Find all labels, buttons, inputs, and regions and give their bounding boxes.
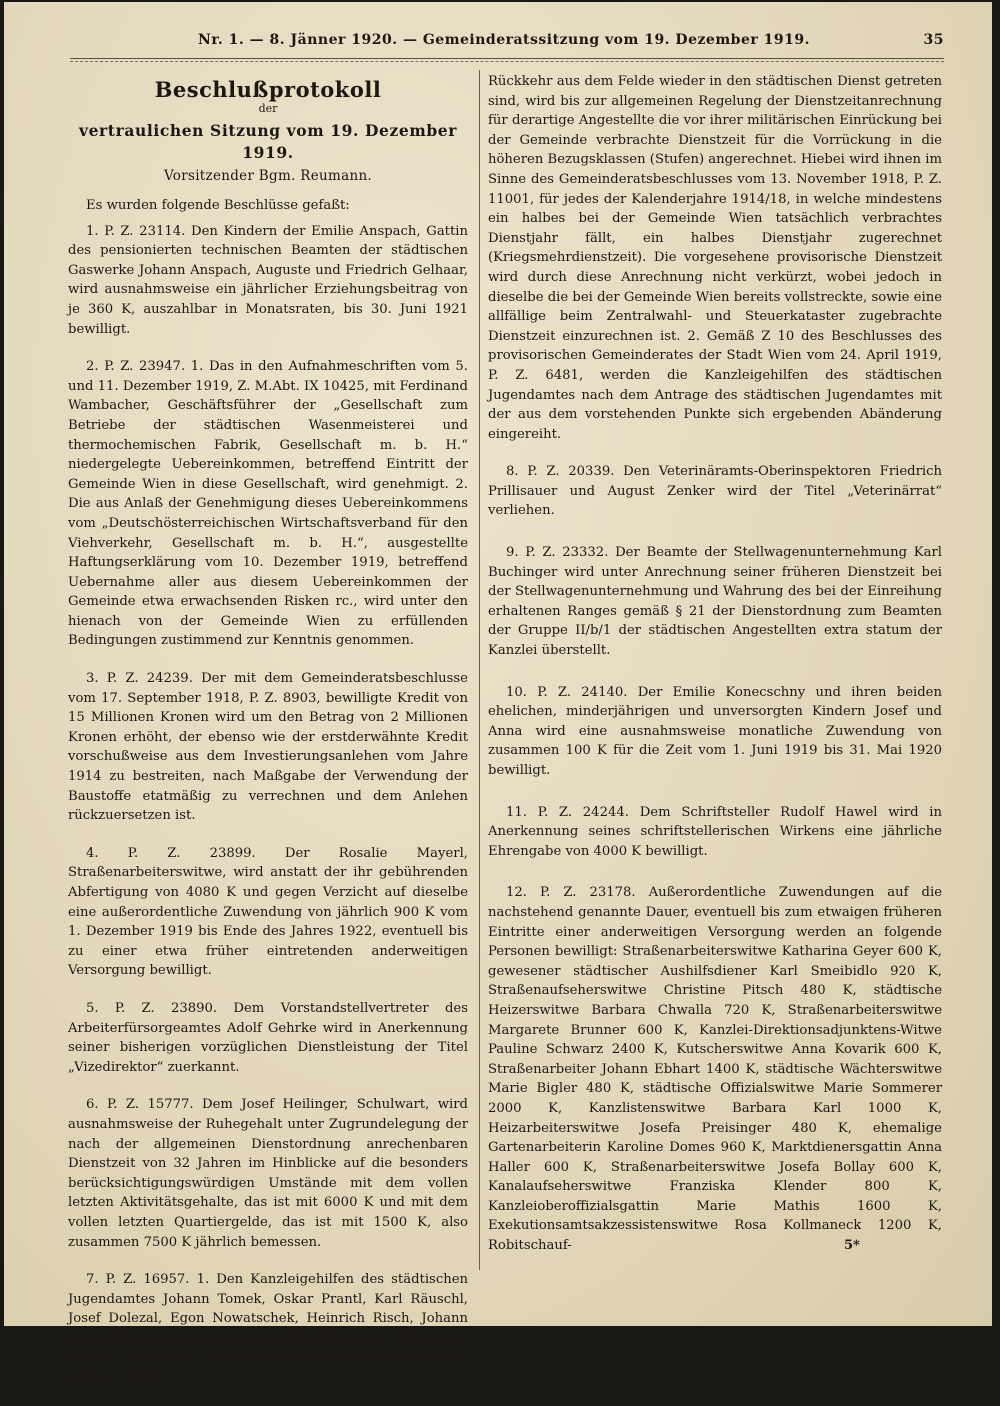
resolution-7-continued: Rückkehr aus dem Felde wieder in den städtischen Dienst getreten sind, wird bis zur allgemeinen Regelung der Dienstzeitanrechnung für derartige Angestellte die vor ihrer militärischen Einrückung bei der Gemeinde verbrachte Dienstzeit für die Vorrückung in die höheren Bezugsklassen (Stufen) angerechnet. Hiebei wird ihnen im Sinne des Gemeinderatsbeschlusses vom 13. November 1918, P. Z. 11001, für jedes der Kalenderjahre 1914/18, in welche mindestens ein halbes bei der Gemeinde Wien tatsächlich verbrachtes Dienstjahr fällt, ein halbes Dienstjahr zugerechnet (Kriegsmehrdienstzeit). Die vorgesehene provisorische Dienstzeit wird durch diese Anrechnung nicht verkürzt, wobei jedoch in dieselbe die bei der Gemeinde Wien bereits vollstreckte, sowie eine allfällige beim Zentralwahl- und Steuerkataster zugebrachte Dienstzeit einzurechnen ist. 2. Gemäß Z 10 des Beschlusses des provisorischen Gemeinderates der Stadt Wien vom 24. April 1919, P. Z. 6481, werden die Kanzleigehilfen des städtischen Jugendamtes nach dem Antrage des städtischen Jugendamtes mit der aus dem vorstehenden Punkte sich ergebenden Abänderung eingereiht. (488, 74, 942, 442)
document-title: Beschlußprotokoll (154, 77, 382, 102)
page-number: 35 (923, 32, 944, 48)
resolution-6: 6. P. Z. 15777. Dem Josef Heilinger, Schulwart, wird ausnahmsweise der Ruhegehalt unter Zugrundelegung der nach der allgemeinen Dienstordnung anrechenbaren Dienstzeit von 32 Jahren im Hinblicke auf die besonders berücksichtigungswürdigen Umstände mit dem vollen letzten Aktivitätsgehalte, das ist mit 6000 K und mit dem vollen letzten Quartiergelde, das ist mit 1500 K, also zusammen 7500 K jährlich bemessen. (68, 1097, 468, 1250)
signature-mark: 5* (844, 1238, 860, 1253)
resolution-7: 7. P. Z. 16957. 1. Den Kanzleigehilfen des städtischen Jugendamtes Johann Tomek, Oskar Prantl, Karl Räuschl, Josef Dolezal, Egon Nowatschek, Heinrich Risch, Johann Jezek, Florian Schmutz und Anton Knirzinger, die wegen ihrer militärischen Einberufung entlassen werden mußten und nach ihrer (68, 1272, 468, 1386)
session-title: vertraulichen Sitzung vom 19. Dezember 1919. (78, 121, 458, 162)
header-rule (70, 58, 944, 62)
resolution-1: 1. P. Z. 23114. Den Kindern der Emilie Anspach, Gattin des pensionierten technischen Beamten der städtischen Gaswerke Johann Anspach, Auguste und Friedrich Gelhaar, wird ausnahmsweise ein jährlicher Erziehungsbeitrag von je 360 K, auszahlbar in Monatsraten, bis 30. Juni 1921 bewilligt. (68, 223, 468, 337)
resolution-5: 5. P. Z. 23890. Dem Vorstandstellvertreter des Arbeiterfürsorgeamtes Adolf Gehrke wird in Anerkennung seiner bisherigen vorzüglichen Dienstleistung der Titel „Vizedirektor“ zuerkannt. (68, 1000, 468, 1075)
title-block (68, 78, 468, 186)
newspaper-page (4, 2, 992, 1386)
column-rule (479, 70, 480, 1270)
header-line: Nr. 1. — 8. Jänner 1920. — Gemeinderatssitzung vom 19. Dezember 1919. (198, 32, 810, 48)
intro-text: Es wurden folgende Beschlüsse gefaßt: (86, 198, 350, 213)
chairman-line: Vorsitzender Bgm. Reumann. (163, 168, 373, 184)
left-column (68, 72, 468, 1406)
document-title-sub: der (258, 102, 278, 115)
running-header (64, 32, 944, 56)
resolution-8: 8. P. Z. 20339. Den Veterinäramts-Oberinspektoren Friedrich Prillisauer und August Zenker wird der Titel „Veterinärrat“ verliehen. (488, 464, 942, 519)
resolution-10: 10. P. Z. 24140. Der Emilie Konecschny und ihren beiden ehelichen, minderjährigen und unversorgten Kindern Josef und Anna wird eine ausnahmsweise monatliche Zuwendung von zusammen 100 K für die Zeit vom 1. Juni 1919 bis 31. Mai 1920 bewilligt. (488, 684, 942, 778)
right-column (488, 72, 942, 1278)
resolution-9: 9. P. Z. 23332. Der Beamte der Stellwagenunternehmung Karl Buchinger wird unter Anrechnung seiner früheren Dienstzeit bei der Stellwagenunternehmung und Wahrung des bei der Einreihung erhaltenen Ranges gemäß § 21 der Dienstordnung zum Beamten der Gruppe II/b/1 der städtischen Angestellten extra statum der Kanzlei überstellt. (488, 545, 942, 659)
resolution-2: 2. P. Z. 23947. 1. Das in den Aufnahmeschriften vom 5. und 11. Dezember 1919, Z. M.Abt. IX 10425, mit Ferdinand Wambacher, Geschäftsführer der „Gesellschaft zum Betriebe der städtischen Wasenmeisterei und thermochemischen Fabrik, Gesellschaft m. b. H.“ niedergelegte Uebereinkommen, betreffend Eintritt der Gemeinde Wien in diese Gesellschaft, wird genehmigt. 2. Die aus Anlaß der Genehmigung dieses Uebereinkommens vom „Deutschösterreichischen Wirtschaftsverband für den Viehverkehr, Gesellschaft m. b. H.“, ausgestellte Haftungserklärung vom 10. Dezember 1919, betreffend Uebernahme aller aus diesem Uebereinkommen der Gemeinde etwa erwachsenden Risken rc., wird unter den hienach von der Gemeinde Wien zu erfüllenden Bedingungen zustimmend zur Kenntnis genommen. (68, 359, 468, 649)
resolution-4: 4. P. Z. 23899. Der Rosalie Mayerl, Straßenarbeiterswitwe, wird anstatt der ihr gebührenden Abfertigung von 4080 K und gegen Verzicht auf dieselbe eine außerordentliche Zuwendung von jährlich 900 K vom 1. Dezember 1919 bis Ende des Jahres 1922, eventuell bis zu einer etwa früher eintretenden anderweitigen Versorgung bewilligt. (68, 845, 468, 979)
resolution-12: 12. P. Z. 23178. Außerordentliche Zuwendungen auf die nachstehend genannte Dauer, eventuell bis zum etwaigen früheren Eintritte einer anderweitigen Versorgung werden an folgende Personen bewilligt: Straßenarbeiterswitwe Katharina Geyer 600 K, gewesener städtischer Aushilfsdiener Karl Smeibidlo 920 K, Straßenaufseherswitwe Christine Pitsch 480 K, städtische Heizerswitwe Barbara Chwalla 720 K, Straßenarbeiterswitwe Margarete Brunner 600 K, Kanzlei-Direktionsadjunktens-Witwe Pauline Schwarz 2400 K, Kutscherswitwe Anna Kovarik 600 K, Straßenarbeiter Johann Ebhart 1400 K, städtische Wächterswitwe Marie Bigler 480 K, städtische Offizialswitwe Marie Sommerer 2000 K, Kanzlistenswitwe Barbara Karl 1000 K, Heizarbeiterswitwe Josefa Preisinger 480 K, ehemalige Gartenarbeiterin Karoline Domes 960 K, Marktdienersgattin Anna Haller 600 K, Straßenarbeiterswitwe Josefa Bollay 600 K, Kanalaufseherswitwe Franziska Klender 800 K, Kanzleioberoffizialsgattin Marie Mathis 1600 K, Exekutionsamtsakzessistenswitwe Rosa Kollmaneck 1200 K, Robitschauf- (488, 885, 942, 1254)
resolution-3: 3. P. Z. 24239. Der mit dem Gemeinderatsbeschlusse vom 17. September 1918, P. Z. 8903, bewilligte Kredit von 15 Millionen Kronen wird um den Betrag von 2 Millionen Kronen erhöht, der ebenso wie der erstderwähnte Kredit vorschußweise aus dem Investierungsanlehen vom Jahre 1914 zu bestreiten, nach Maßgabe der Verwendung der Baustoffe etatmäßig zu verrechnen und dem Anlehen rückzuersetzen ist. (68, 671, 468, 824)
resolution-11: 11. P. Z. 24244. Dem Schriftsteller Rudolf Hawel wird in Anerkennung seines schriftstellerischen Wirkens eine jährliche Ehrengabe von 4000 K bewilligt. (488, 804, 942, 859)
